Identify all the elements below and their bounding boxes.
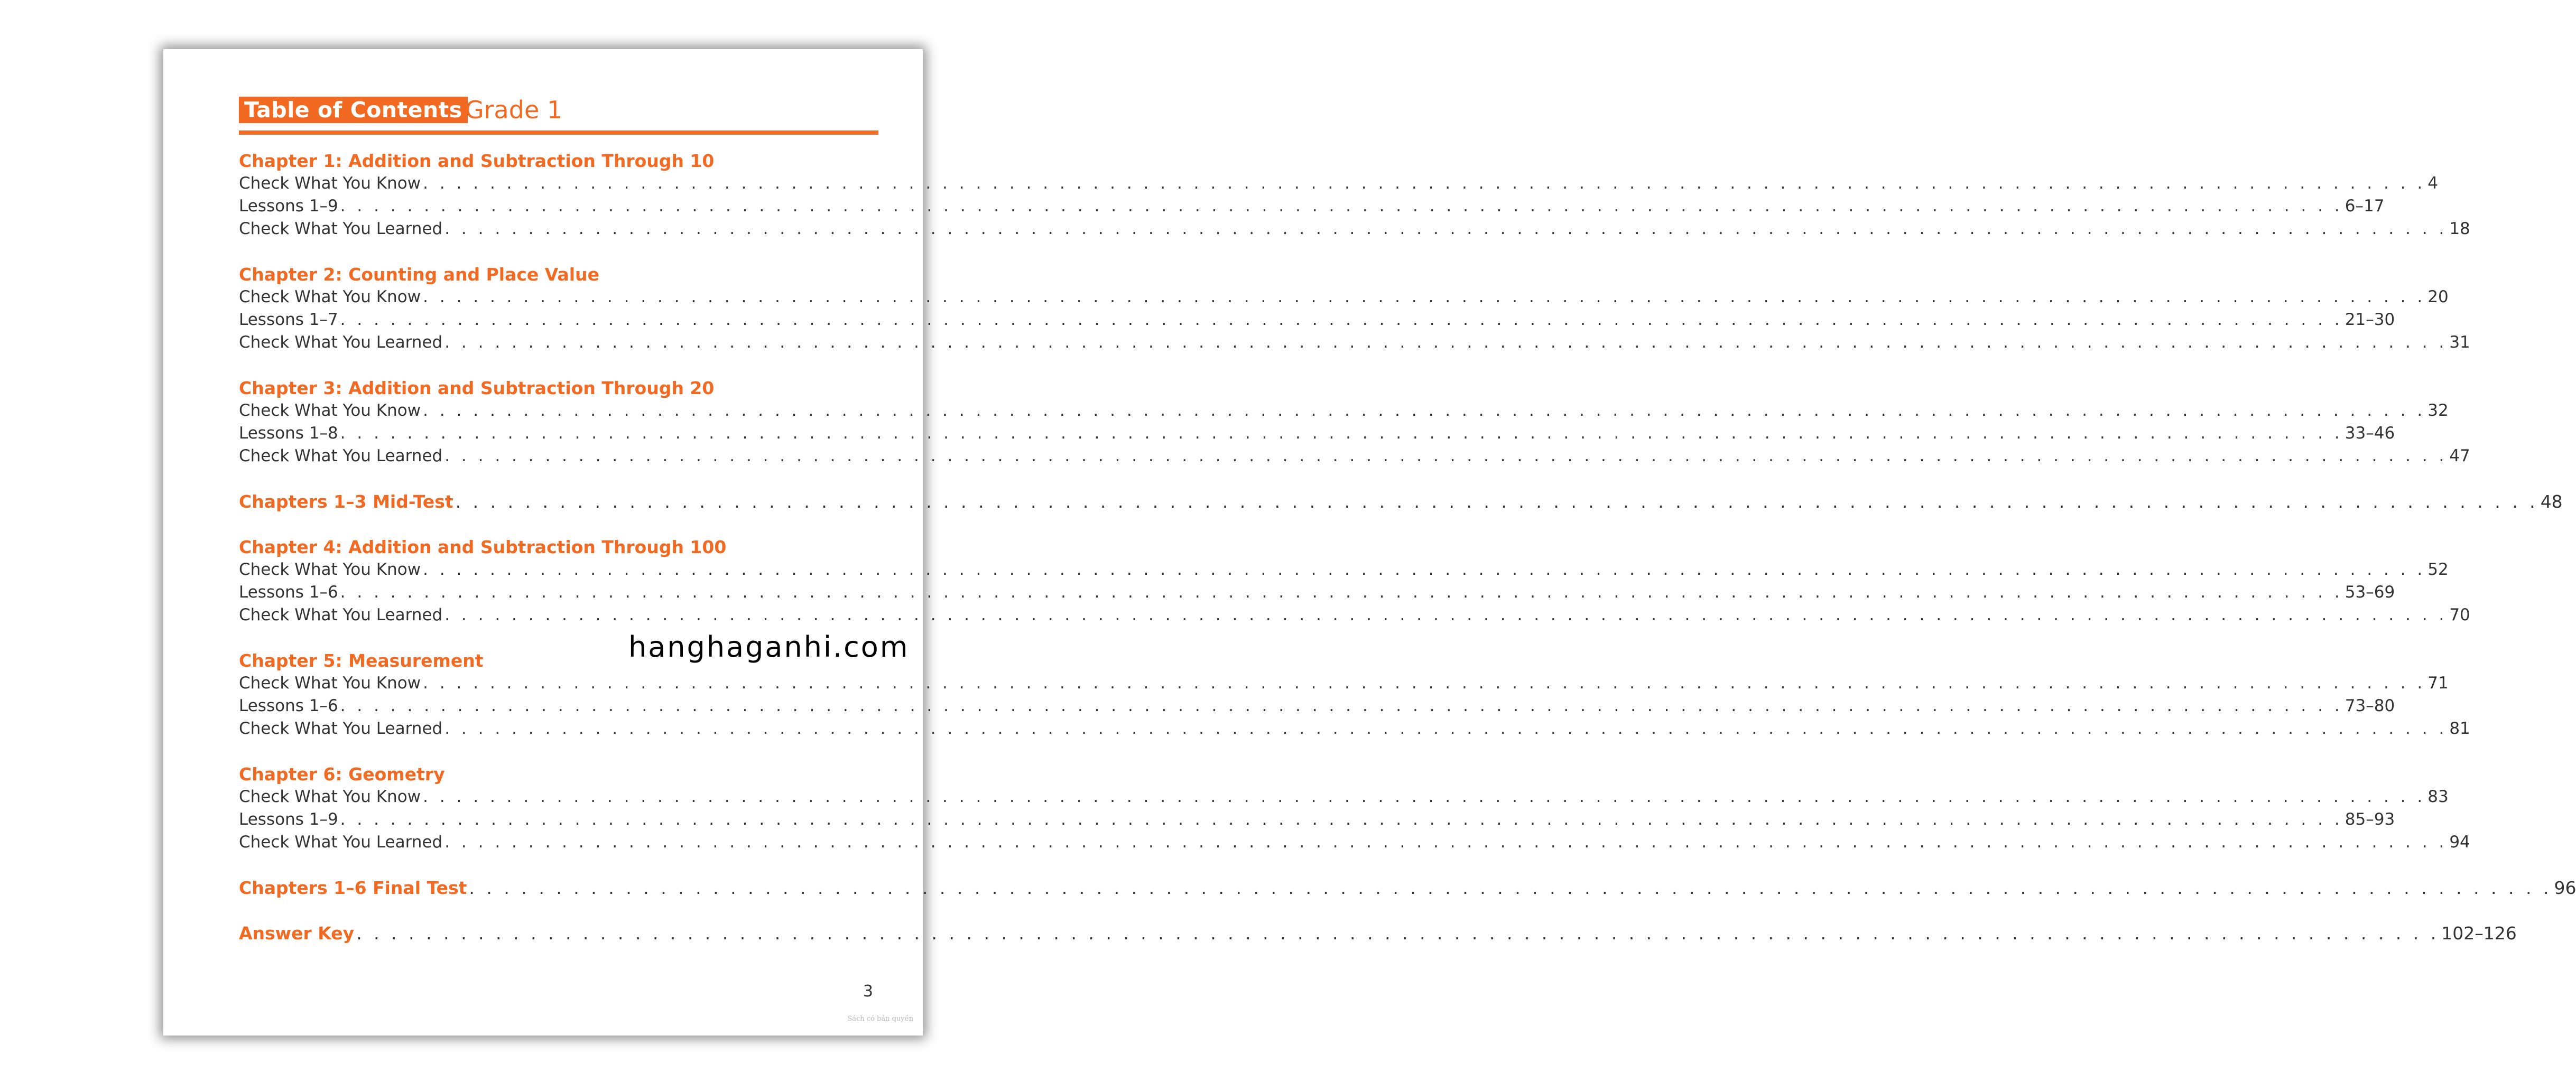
chapter-heading: Chapter 2: Counting and Place Value <box>239 264 599 285</box>
toc-entry <box>239 672 2449 695</box>
chapter-heading: Chapter 3: Addition and Subtraction Through 20 <box>239 378 715 398</box>
dot-leader: . . . . . . . . . . . . . . . . . . . . . . . . . . . . . . . . . . . . . . . . . . . . . . . . . . . . . . . . . . . . . . . . . . . . . . . . . . . . . . . . . . . . . . . . . . . . . . . . . . . . . . . . . . . . . . . . . . . . . . . . <box>340 810 2343 829</box>
chapter-heading: Chapter 1: Addition and Subtraction Through 10 <box>239 151 715 171</box>
toc-entry <box>239 286 2449 309</box>
toc-section <box>239 263 2470 354</box>
entry-page-number: 6–17 <box>2345 197 2385 216</box>
toc-standalone-entry <box>239 876 2576 899</box>
chapter-list <box>239 150 2576 945</box>
dot-leader: . . . . . . . . . . . . . . . . . . . . . . . . . . . . . . . . . . . . . . . . . . . . . . . . . . . . . . . . . . . . . . . . . . . . . . . . . . . . . . . . . . . . . . . . . . . . . . . . . . . . . . . . . . . . . . . . . . . . . . . . <box>340 583 2343 602</box>
dot-leader: . . . . . . . . . . . . . . . . . . . . . . . . . . . . . . . . . . . . . . . . . . . . . . . . . . . . . . . . . . . . . . . . . . . . . . . . . . . . . . . . . . . . . . . . . . . . . . . . . . . . . . . . . . . . . . . . . . . . . . . . <box>340 197 2343 216</box>
entry-label: Answer Key <box>239 923 355 944</box>
dot-leader: . . . . . . . . . . . . . . . . . . . . . . . . . . . . . . . . . . . . . . . . . . . . . . . . . . . . . . . . . . . . . . . . . . . . . . . . . . . . . . . . . . . . . . . . . . . . . . . . . . . . . . . . . . . . . . . . . . . . . . . . <box>340 696 2343 715</box>
entry-page-number: 47 <box>2449 446 2470 465</box>
entry-page-number: 96 <box>2554 878 2576 898</box>
chapter-heading: Chapter 5: Measurement <box>239 650 484 671</box>
toc-entry <box>239 558 2449 581</box>
header-rule <box>239 130 878 135</box>
entry-label: Check What You Know <box>239 401 421 420</box>
dot-leader: . . . . . . . . . . . . . . . . . . . . . . . . . . . . . . . . . . . . . . . . . . . . . . . . . . . . . . . . . . . . . . . . . . . . . . . . . . . . . . . . . . . . . . . . . . . . . . . . . . . . . . . . . . . . . . . . . . . . . . . . <box>340 310 2343 329</box>
entry-label: Chapters 1–6 Final Test <box>239 878 467 898</box>
dot-leader: . . . . . . . . . . . . . . . . . . . . . . . . . . . . . . . . . . . . . . . . . . . . . . . . . . . . . . . . . . . . . . . . . . . . . . . . . . . . . . . . . . . . . . . . . . . . . . . . . . . . . . . . . . . . . . . . . . . . . . . . <box>444 446 2448 465</box>
toc-title: Table of Contents <box>239 97 468 123</box>
entry-page-number: 31 <box>2449 333 2470 352</box>
entry-label: Check What You Learned <box>239 719 443 738</box>
toc-entry <box>239 581 2395 604</box>
entry-page-number: 32 <box>2427 401 2449 420</box>
dot-leader: . . . . . . . . . . . . . . . . . . . . . . . . . . . . . . . . . . . . . . . . . . . . . . . . . . . . . . . . . . . . . . . . . . . . . . . . . . . . . . . . . . . . . . . . . . . . . . . . . . . . . . . . . . . . . . . . . . . . . . . . <box>340 424 2343 443</box>
entry-label: Check What You Learned <box>239 333 443 352</box>
entry-label: Check What You Learned <box>239 446 443 465</box>
entry-page-number: 53–69 <box>2345 583 2395 602</box>
dot-leader: . . . . . . . . . . . . . . . . . . . . . . . . . . . . . . . . . . . . . . . . . . . . . . . . . . . . . . . . . . . . . . . . . . . . . . . . . . . . . . . . . . . . . . . . . . . . . . . . . . . . . . . . . . . . . . . . . . . . . . . . <box>444 333 2448 352</box>
dot-leader: . . . . . . . . . . . . . . . . . . . . . . . . . . . . . . . . . . . . . . . . . . . . . . . . . . . . . . . . . . . . . . . . . . . . . . . . . . . . . . . . . . . . . . . . . . . . . . . . . . . . . . . . . . . . . . . . . . . . . . . . <box>455 491 2538 512</box>
entry-label: Lessons 1–9 <box>239 810 338 829</box>
toc-entry <box>239 309 2395 331</box>
toc-entry <box>239 422 2395 445</box>
entry-label: Check What You Learned <box>239 833 443 852</box>
dot-leader: . . . . . . . . . . . . . . . . . . . . . . . . . . . . . . . . . . . . . . . . . . . . . . . . . . . . . . . . . . . . . . . . . . . . . . . . . . . . . . . . . . . . . . . . . . . . . . . . . . . . . . . . . . . . . . . . . . . . . . . . <box>444 219 2448 238</box>
dot-leader: . . . . . . . . . . . . . . . . . . . . . . . . . . . . . . . . . . . . . . . . . . . . . . . . . . . . . . . . . . . . . . . . . . . . . . . . . . . . . . . . . . . . . . . . . . . . . . . . . . . . . . . . . . . . . . . . . . . . . . . . <box>423 787 2426 806</box>
entry-label: Check What You Know <box>239 674 421 693</box>
toc-entry <box>239 195 2385 218</box>
dot-leader: . . . . . . . . . . . . . . . . . . . . . . . . . . . . . . . . . . . . . . . . . . . . . . . . . . . . . . . . . . . . . . . . . . . . . . . . . . . . . . . . . . . . . . . . . . . . . . . . . . . . . . . . . . . . . . . . . . . . . . . . <box>444 719 2448 738</box>
dot-leader: . . . . . . . . . . . . . . . . . . . . . . . . . . . . . . . . . . . . . . . . . . . . . . . . . . . . . . . . . . . . . . . . . . . . . . . . . . . . . . . . . . . . . . . . . . . . . . . . . . . . . . . . . . . . . . . . . . . . . . . . <box>444 605 2448 624</box>
toc-standalone-entry <box>239 490 2563 513</box>
chapter-heading: Chapter 6: Geometry <box>239 764 445 785</box>
dot-leader: . . . . . . . . . . . . . . . . . . . . . . . . . . . . . . . . . . . . . . . . . . . . . . . . . . . . . . . . . . . . . . . . . . . . . . . . . . . . . . . . . . . . . . . . . . . . . . . . . . . . . . . . . . . . . . . . . . . . . . . . <box>423 401 2426 420</box>
entry-page-number: 18 <box>2449 219 2470 238</box>
entry-page-number: 102–126 <box>2441 923 2517 944</box>
chapter-heading: Chapter 4: Addition and Subtraction Through 100 <box>239 537 727 557</box>
dot-leader: . . . . . . . . . . . . . . . . . . . . . . . . . . . . . . . . . . . . . . . . . . . . . . . . . . . . . . . . . . . . . . . . . . . . . . . . . . . . . . . . . . . . . . . . . . . . . . . . . . . . . . . . . . . . . . . . . . . . . . . . <box>444 833 2448 852</box>
toc-section <box>239 150 2470 240</box>
toc-entry <box>239 331 2470 354</box>
entry-label: Check What You Learned <box>239 605 443 624</box>
entry-page-number: 33–46 <box>2345 424 2395 443</box>
entry-page-number: 83 <box>2427 787 2449 806</box>
toc-section <box>239 536 2470 627</box>
entry-label: Check What You Know <box>239 287 421 306</box>
entry-page-number: 73–80 <box>2345 696 2395 715</box>
entry-label: Lessons 1–6 <box>239 583 338 602</box>
toc-section <box>239 763 2470 854</box>
dot-leader: . . . . . . . . . . . . . . . . . . . . . . . . . . . . . . . . . . . . . . . . . . . . . . . . . . . . . . . . . . . . . . . . . . . . . . . . . . . . . . . . . . . . . . . . . . . . . . . . . . . . . . . . . . . . . . . . . . . . . . . . <box>423 674 2426 693</box>
entry-label: Chapters 1–3 Mid-Test <box>239 491 453 512</box>
dot-leader: . . . . . . . . . . . . . . . . . . . . . . . . . . . . . . . . . . . . . . . . . . . . . . . . . . . . . . . . . . . . . . . . . . . . . . . . . . . . . . . . . . . . . . . . . . . . . . . . . . . . . . . . . . . . . . . . . . . . . . . . <box>469 878 2552 898</box>
toc-entry <box>239 445 2470 468</box>
toc-entry <box>239 172 2438 195</box>
entry-page-number: 52 <box>2427 560 2449 579</box>
toc-standalone-entry <box>239 922 2517 945</box>
toc-section <box>239 922 2517 945</box>
entry-page-number: 94 <box>2449 833 2470 852</box>
dot-leader: . . . . . . . . . . . . . . . . . . . . . . . . . . . . . . . . . . . . . . . . . . . . . . . . . . . . . . . . . . . . . . . . . . . . . . . . . . . . . . . . . . . . . . . . . . . . . . . . . . . . . . . . . . . . . . . . . . . . . . . . <box>423 560 2426 579</box>
grade-label: Grade 1 <box>465 96 563 124</box>
entry-label: Lessons 1–6 <box>239 696 338 715</box>
toc-content <box>239 83 2576 967</box>
toc-entry <box>239 808 2395 831</box>
entry-label: Lessons 1–9 <box>239 197 338 216</box>
entry-page-number: 48 <box>2540 491 2563 512</box>
entry-page-number: 4 <box>2427 174 2438 193</box>
entry-page-number: 71 <box>2427 674 2449 693</box>
toc-section <box>239 876 2576 899</box>
toc-entry <box>239 831 2470 854</box>
entry-label: Lessons 1–8 <box>239 424 338 443</box>
entry-label: Check What You Know <box>239 174 421 193</box>
entry-page-number: 21–30 <box>2345 310 2395 329</box>
toc-section <box>239 377 2470 468</box>
toc-entry <box>239 604 2470 627</box>
entry-label: Check What You Learned <box>239 219 443 238</box>
toc-section <box>239 490 2563 513</box>
toc-header <box>239 83 878 135</box>
dot-leader: . . . . . . . . . . . . . . . . . . . . . . . . . . . . . . . . . . . . . . . . . . . . . . . . . . . . . . . . . . . . . . . . . . . . . . . . . . . . . . . . . . . . . . . . . . . . . . . . . . . . . . . . . . . . . . . . . . . . . . . . <box>356 923 2440 944</box>
entry-label: Check What You Know <box>239 560 421 579</box>
entry-label: Lessons 1–7 <box>239 310 338 329</box>
entry-page-number: 85–93 <box>2345 810 2395 829</box>
toc-entry <box>239 786 2449 808</box>
entry-page-number: 81 <box>2449 719 2470 738</box>
page-number: 3 <box>863 982 873 1001</box>
toc-entry <box>239 399 2449 422</box>
watermark: hanghaganhi.com <box>628 630 910 664</box>
toc-entry <box>239 695 2395 717</box>
toc-entry <box>239 218 2470 240</box>
dot-leader: . . . . . . . . . . . . . . . . . . . . . . . . . . . . . . . . . . . . . . . . . . . . . . . . . . . . . . . . . . . . . . . . . . . . . . . . . . . . . . . . . . . . . . . . . . . . . . . . . . . . . . . . . . . . . . . . . . . . . . . . <box>423 287 2426 306</box>
copyright-note: Sách có bản quyền <box>847 1015 913 1023</box>
entry-label: Check What You Know <box>239 787 421 806</box>
book-page <box>163 49 2576 1036</box>
entry-page-number: 20 <box>2427 287 2449 306</box>
entry-page-number: 70 <box>2449 605 2470 624</box>
dot-leader: . . . . . . . . . . . . . . . . . . . . . . . . . . . . . . . . . . . . . . . . . . . . . . . . . . . . . . . . . . . . . . . . . . . . . . . . . . . . . . . . . . . . . . . . . . . . . . . . . . . . . . . . . . . . . . . . . . . . . . . . <box>423 174 2426 193</box>
toc-entry <box>239 717 2470 740</box>
